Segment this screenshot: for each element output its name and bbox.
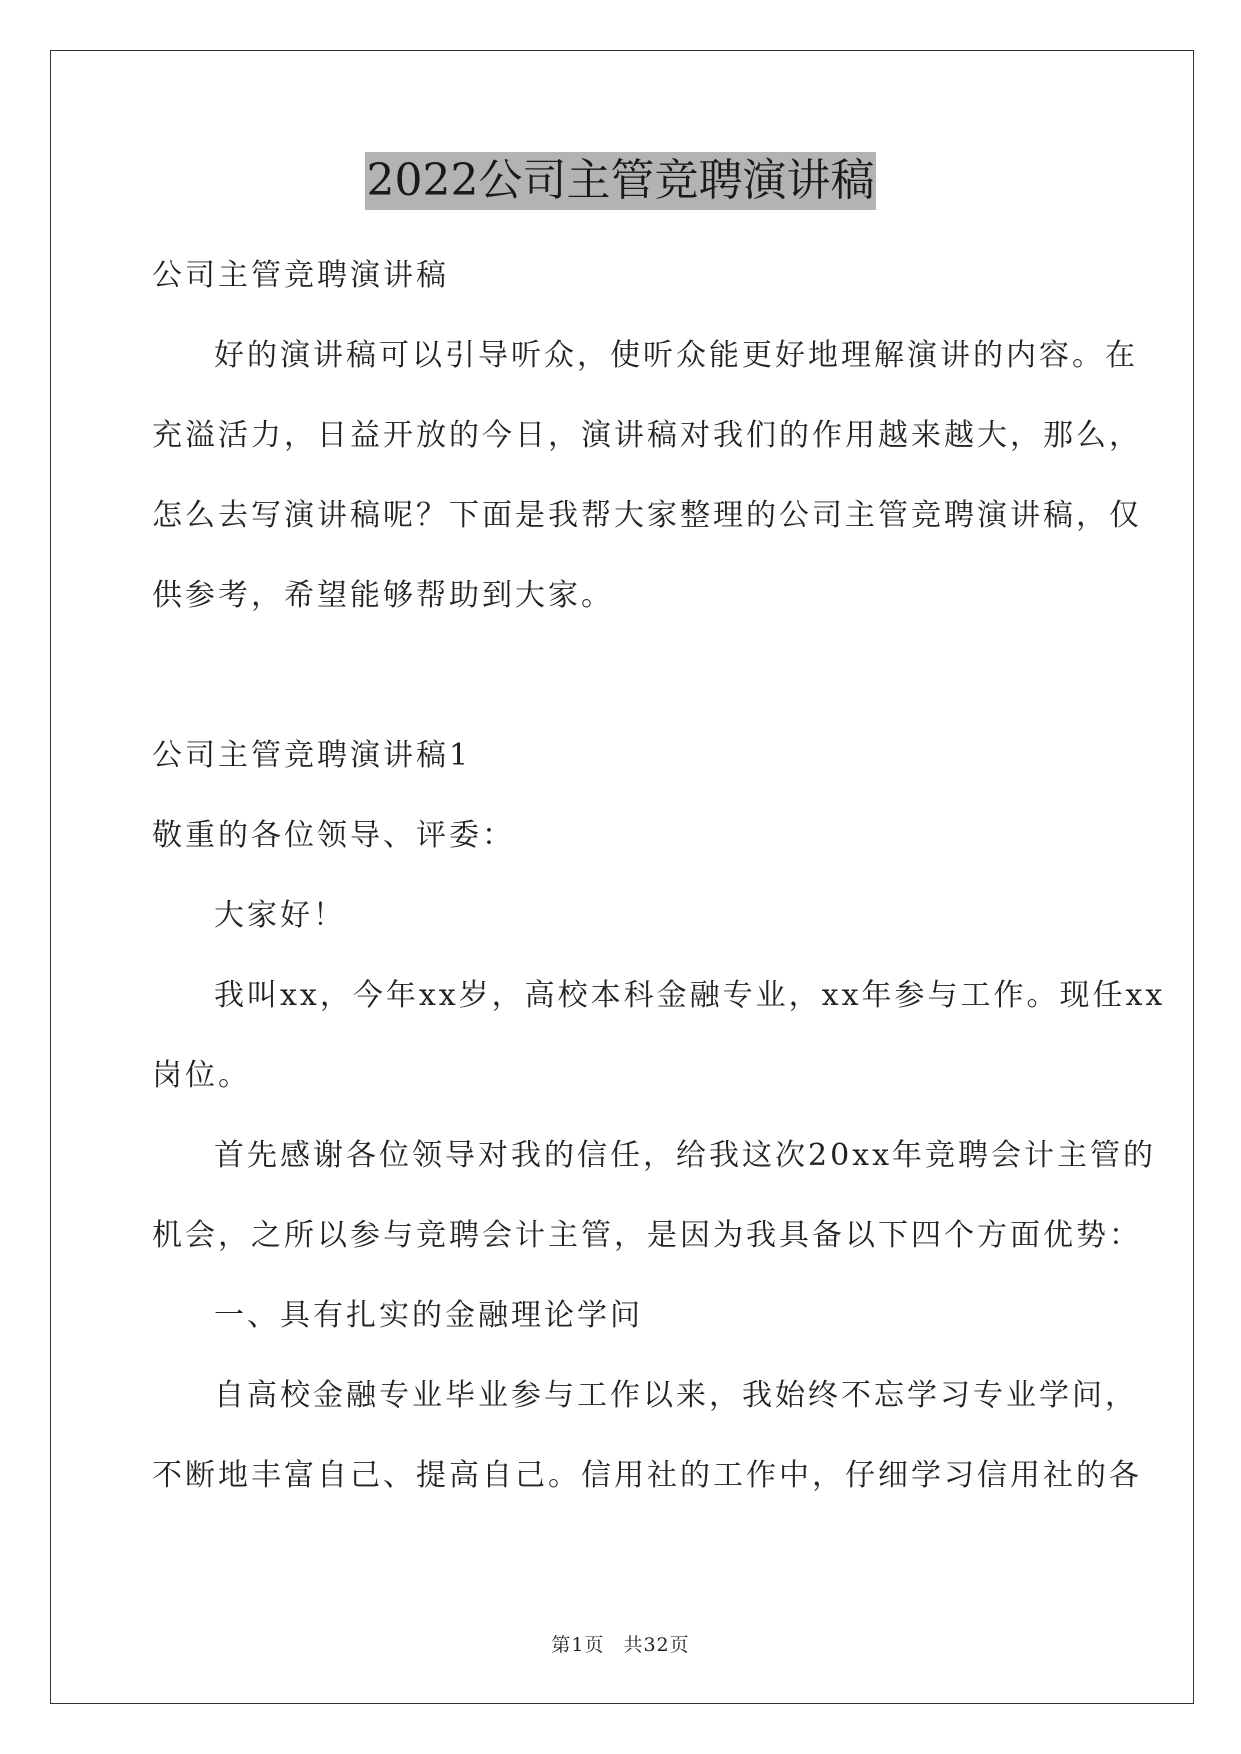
page-number: 第1页 [551,1634,605,1656]
body-line: 我叫xx，今年xx岁，高校本科金融专业，xx年参与工作。现任xx [214,978,1166,1013]
document-title: 2022公司主管竞聘演讲稿 [365,152,877,210]
intro-line: 供参考，希望能够帮助到大家。 [152,578,614,613]
intro-line: 怎么去写演讲稿呢？下面是我帮大家整理的公司主管竞聘演讲稿，仅 [152,498,1142,533]
document-body [152,236,1166,1516]
salutation-line: 敬重的各位领导、评委： [152,818,515,853]
body-line: 自高校金融专业毕业参与工作以来，我始终不忘学习专业学问， [214,1378,1138,1413]
intro-line: 充溢活力，日益开放的今日，演讲稿对我们的作用越来越大，那么， [152,418,1142,453]
body-line: 机会，之所以参与竞聘会计主管，是因为我具备以下四个方面优势： [152,1218,1142,1253]
section-heading: 公司主管竞聘演讲稿1 [152,738,472,773]
paragraph-gap [152,636,1092,716]
subtitle-line: 公司主管竞聘演讲稿 [152,258,449,293]
body-line: 首先感谢各位领导对我的信任，给我这次20xx年竞聘会计主管的 [214,1138,1157,1173]
greeting-line: 大家好！ [214,898,346,933]
title-wrapper [0,152,1241,210]
body-line: 不断地丰富自己、提高自己。信用社的工作中，仔细学习信用社的各 [152,1458,1142,1493]
body-line: 岗位。 [152,1058,251,1093]
page-footer [0,1630,1241,1657]
intro-line: 好的演讲稿可以引导听众，使听众能更好地理解演讲的内容。在 [214,338,1138,373]
total-pages: 共32页 [623,1634,690,1656]
point-heading: 一、具有扎实的金融理论学问 [214,1298,643,1333]
